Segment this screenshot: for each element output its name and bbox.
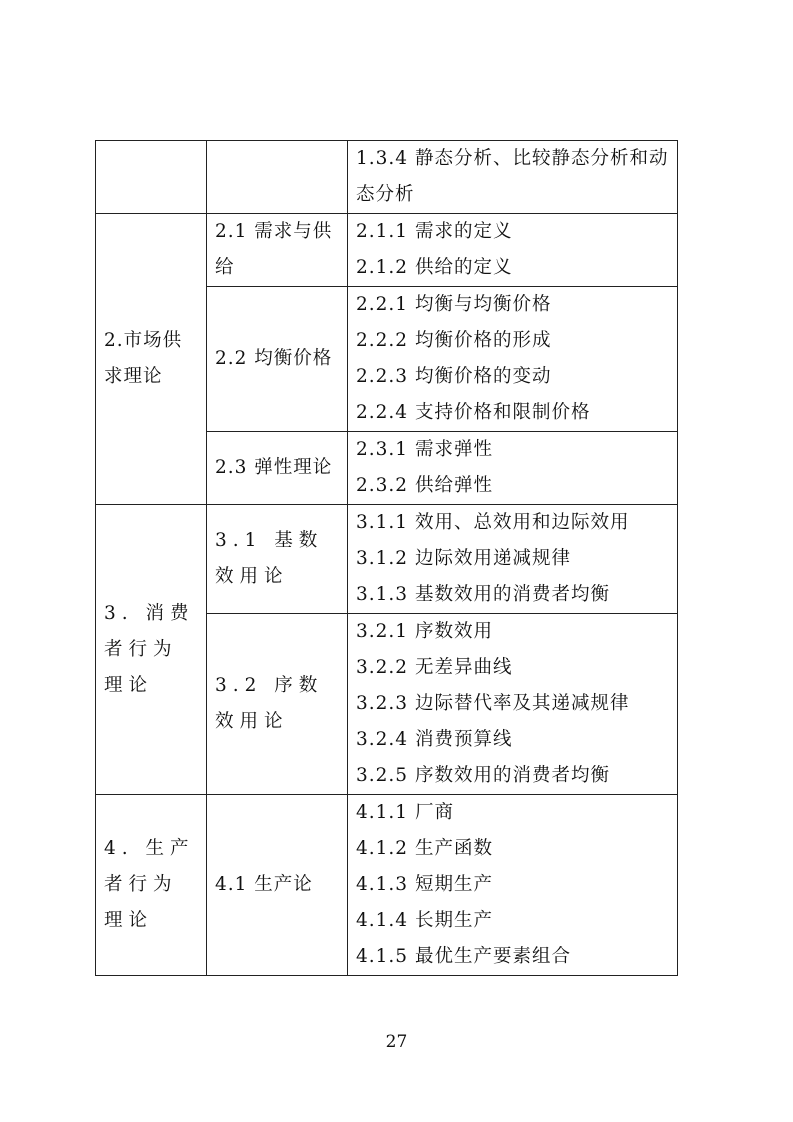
topic-item: 3.2.2 无差异曲线 xyxy=(356,657,513,678)
topic-item: 4.1.3 短期生产 xyxy=(356,874,493,895)
table-row xyxy=(96,141,678,214)
section-title: 4.1 生产论 xyxy=(215,874,313,895)
topic-item: 4.1.1 厂商 xyxy=(356,802,454,823)
topic-item: 3.2.4 消费预算线 xyxy=(356,729,513,750)
page-number: 27 xyxy=(385,1032,408,1052)
topic-item: 4.1.4 长期生产 xyxy=(356,910,493,931)
section-title: 2.2 均衡价格 xyxy=(215,348,333,369)
topic-item: 4.1.2 生产函数 xyxy=(356,838,493,859)
section-title: 2.3 弹性理论 xyxy=(215,457,333,478)
chapter-cell xyxy=(96,505,207,795)
topic-item: 3.1.1 效用、总效用和边际效用 xyxy=(356,512,630,533)
chapter-title: 2.市场供求理论 xyxy=(104,330,183,387)
section-cell xyxy=(207,614,348,795)
topic-item: 2.1.2 供给的定义 xyxy=(356,257,513,278)
section-cell xyxy=(207,795,348,976)
topics-cell xyxy=(348,505,678,614)
topic-item: 3.1.3 基数效用的消费者均衡 xyxy=(356,584,610,605)
topics-cell xyxy=(348,287,678,432)
topic-item: 3.1.2 边际效用递减规律 xyxy=(356,548,571,569)
table-row xyxy=(96,505,678,614)
chapter-title: 4. 生产者行为理论 xyxy=(104,838,195,931)
section-cell xyxy=(207,505,348,614)
section-title: 3.2 序数效用论 xyxy=(215,675,324,732)
topic-item: 3.2.5 序数效用的消费者均衡 xyxy=(356,765,610,786)
topic-item: 3.2.3 边际替代率及其递减规律 xyxy=(356,693,630,714)
topic-item: 2.2.4 支持价格和限制价格 xyxy=(356,402,591,423)
topic-item: 2.2.2 均衡价格的形成 xyxy=(356,330,552,351)
topic-item: 2.2.1 均衡与均衡价格 xyxy=(356,294,552,315)
table-row xyxy=(96,795,678,976)
topic-item: 1.3.4 静态分析、比较静态分析和动态分析 xyxy=(356,148,669,205)
section-cell xyxy=(207,287,348,432)
topics-cell xyxy=(348,432,678,505)
topic-item: 4.1.5 最优生产要素组合 xyxy=(356,946,571,967)
topics-cell xyxy=(348,614,678,795)
table-row xyxy=(96,214,678,287)
section-cell xyxy=(207,214,348,287)
syllabus-table xyxy=(95,140,678,976)
topics-cell xyxy=(348,214,678,287)
section-title: 2.1 需求与供给 xyxy=(215,221,333,278)
chapter-cell xyxy=(96,141,207,214)
topic-item: 2.3.2 供给弹性 xyxy=(356,475,493,496)
topics-cell xyxy=(348,795,678,976)
topic-item: 3.2.1 序数效用 xyxy=(356,621,493,642)
topic-item: 2.1.1 需求的定义 xyxy=(356,221,513,242)
chapter-cell xyxy=(96,214,207,505)
topic-item: 2.2.3 均衡价格的变动 xyxy=(356,366,552,387)
topics-cell xyxy=(348,141,678,214)
section-cell xyxy=(207,432,348,505)
chapter-title: 3. 消费者行为理论 xyxy=(104,602,195,696)
section-cell xyxy=(207,141,348,214)
chapter-cell xyxy=(96,795,207,976)
topic-item: 2.3.1 需求弹性 xyxy=(356,439,493,460)
section-title: 3.1 基数效用论 xyxy=(215,530,324,587)
